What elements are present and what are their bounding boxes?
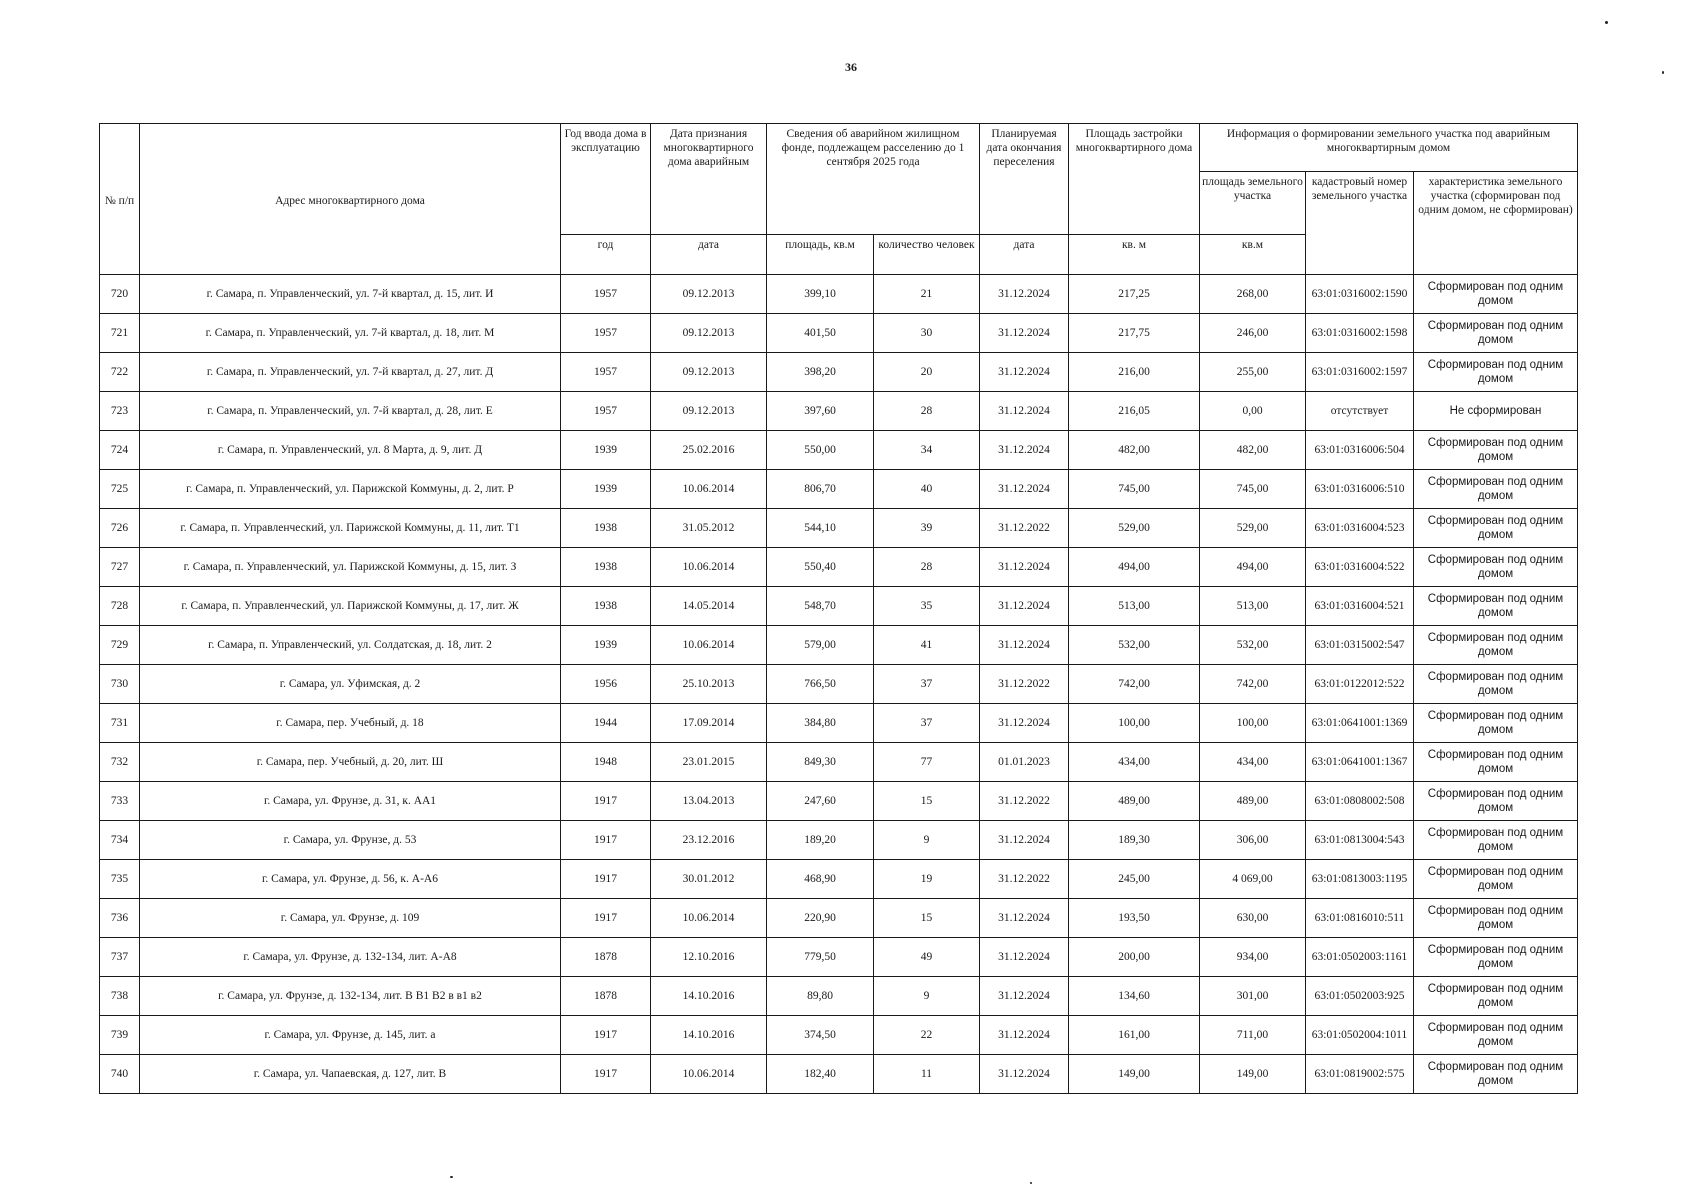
row-recognition-date: 30.01.2012 <box>651 860 767 899</box>
row-land-char: Сформирован под одним домом <box>1414 314 1578 353</box>
scan-speck <box>1605 21 1608 24</box>
header-address: Адрес многоквартирного дома <box>140 124 561 275</box>
row-recognition-date: 31.05.2012 <box>651 509 767 548</box>
row-land-area: 268,00 <box>1200 275 1306 314</box>
row-cadastral: 63:01:0316002:1597 <box>1306 353 1414 392</box>
row-address: г. Самара, пер. Учебный, д. 20, лит. Ш <box>140 743 561 782</box>
row-recognition-date: 09.12.2013 <box>651 275 767 314</box>
row-land-area: 482,00 <box>1200 431 1306 470</box>
row-address: г. Самара, п. Управленческий, ул. 7-й квартал, д. 15, лит. И <box>140 275 561 314</box>
table-row <box>100 392 1578 431</box>
row-people: 20 <box>874 353 980 392</box>
row-recognition-date: 09.12.2013 <box>651 353 767 392</box>
row-number: 723 <box>100 392 140 431</box>
row-address: г. Самара, ул. Фрунзе, д. 109 <box>140 899 561 938</box>
row-year: 1956 <box>561 665 651 704</box>
table-row <box>100 899 1578 938</box>
row-address: г. Самара, п. Управленческий, ул. Парижской Коммуны, д. 15, лит. З <box>140 548 561 587</box>
header-land-char: характеристика земельного участка (сформирован под одним домом, не сформирован) <box>1414 172 1578 275</box>
table-row <box>100 353 1578 392</box>
row-year: 1957 <box>561 353 651 392</box>
table-row <box>100 704 1578 743</box>
row-built-area: 134,60 <box>1069 977 1200 1016</box>
row-area: 374,50 <box>767 1016 874 1055</box>
row-people: 35 <box>874 587 980 626</box>
row-planned-date: 31.12.2024 <box>980 821 1069 860</box>
table-row <box>100 275 1578 314</box>
row-year: 1878 <box>561 977 651 1016</box>
row-cadastral: 63:01:0816010:511 <box>1306 899 1414 938</box>
row-land-char: Сформирован под одним домом <box>1414 509 1578 548</box>
table-row <box>100 431 1578 470</box>
row-cadastral: 63:01:0502003:1161 <box>1306 938 1414 977</box>
row-built-area: 161,00 <box>1069 1016 1200 1055</box>
row-area: 806,70 <box>767 470 874 509</box>
row-recognition-date: 25.02.2016 <box>651 431 767 470</box>
row-land-area: 255,00 <box>1200 353 1306 392</box>
row-people: 9 <box>874 977 980 1016</box>
row-land-area: 742,00 <box>1200 665 1306 704</box>
row-people: 11 <box>874 1055 980 1094</box>
row-area: 779,50 <box>767 938 874 977</box>
row-people: 39 <box>874 509 980 548</box>
row-land-char: Сформирован под одним домом <box>1414 743 1578 782</box>
row-area: 89,80 <box>767 977 874 1016</box>
row-recognition-date: 14.10.2016 <box>651 977 767 1016</box>
row-number: 724 <box>100 431 140 470</box>
row-number: 727 <box>100 548 140 587</box>
row-number: 732 <box>100 743 140 782</box>
row-area: 189,20 <box>767 821 874 860</box>
row-cadastral: 63:01:0316006:504 <box>1306 431 1414 470</box>
table-row <box>100 938 1578 977</box>
row-cadastral: 63:01:0316004:523 <box>1306 509 1414 548</box>
row-land-area: 711,00 <box>1200 1016 1306 1055</box>
row-area: 550,00 <box>767 431 874 470</box>
header-built-area: Площадь застройки многоквартирного дома <box>1069 124 1200 235</box>
row-land-char: Сформирован под одним домом <box>1414 1016 1578 1055</box>
row-planned-date: 31.12.2022 <box>980 782 1069 821</box>
row-people: 37 <box>874 665 980 704</box>
row-cadastral: 63:01:0813003:1195 <box>1306 860 1414 899</box>
row-recognition-date: 10.06.2014 <box>651 470 767 509</box>
row-area: 544,10 <box>767 509 874 548</box>
row-land-area: 630,00 <box>1200 899 1306 938</box>
row-number: 726 <box>100 509 140 548</box>
row-land-char: Сформирован под одним домом <box>1414 665 1578 704</box>
row-recognition-date: 23.12.2016 <box>651 821 767 860</box>
unit-year: год <box>561 235 651 275</box>
row-address: г. Самара, ул. Фрунзе, д. 56, к. А-А6 <box>140 860 561 899</box>
row-land-char: Сформирован под одним домом <box>1414 938 1578 977</box>
row-built-area: 532,00 <box>1069 626 1200 665</box>
row-area: 397,60 <box>767 392 874 431</box>
row-address: г. Самара, п. Управленческий, ул. 7-й квартал, д. 18, лит. М <box>140 314 561 353</box>
row-built-area: 149,00 <box>1069 1055 1200 1094</box>
row-land-char: Сформирован под одним домом <box>1414 353 1578 392</box>
row-recognition-date: 09.12.2013 <box>651 392 767 431</box>
row-year: 1957 <box>561 314 651 353</box>
emergency-housing-table <box>99 123 1578 1094</box>
table-row <box>100 314 1578 353</box>
row-year: 1917 <box>561 1016 651 1055</box>
row-land-char: Сформирован под одним домом <box>1414 431 1578 470</box>
row-cadastral: отсутствует <box>1306 392 1414 431</box>
row-cadastral: 63:01:0122012:522 <box>1306 665 1414 704</box>
row-planned-date: 31.12.2024 <box>980 470 1069 509</box>
row-planned-date: 31.12.2024 <box>980 275 1069 314</box>
row-built-area: 482,00 <box>1069 431 1200 470</box>
header-cadastral: кадастровый номер земельного участка <box>1306 172 1414 275</box>
header-planned-date: Планируемая дата окончания переселения <box>980 124 1069 235</box>
row-year: 1917 <box>561 899 651 938</box>
row-number: 721 <box>100 314 140 353</box>
row-people: 15 <box>874 899 980 938</box>
row-land-char: Сформирован под одним домом <box>1414 470 1578 509</box>
row-address: г. Самара, п. Управленческий, ул. 8 Марта, д. 9, лит. Д <box>140 431 561 470</box>
row-address: г. Самара, ул. Чапаевская, д. 127, лит. В <box>140 1055 561 1094</box>
row-address: г. Самара, п. Управленческий, ул. Парижской Коммуны, д. 11, лит. Т1 <box>140 509 561 548</box>
table-body <box>100 275 1578 1094</box>
row-recognition-date: 14.05.2014 <box>651 587 767 626</box>
row-cadastral: 63:01:0316002:1590 <box>1306 275 1414 314</box>
table-row <box>100 782 1578 821</box>
row-area: 399,10 <box>767 275 874 314</box>
row-people: 30 <box>874 314 980 353</box>
row-land-char: Сформирован под одним домом <box>1414 821 1578 860</box>
row-number: 739 <box>100 1016 140 1055</box>
row-year: 1938 <box>561 509 651 548</box>
row-number: 736 <box>100 899 140 938</box>
table-row <box>100 470 1578 509</box>
row-built-area: 494,00 <box>1069 548 1200 587</box>
row-recognition-date: 10.06.2014 <box>651 899 767 938</box>
row-number: 733 <box>100 782 140 821</box>
row-cadastral: 63:01:0641001:1367 <box>1306 743 1414 782</box>
row-people: 34 <box>874 431 980 470</box>
row-cadastral: 63:01:0813004:543 <box>1306 821 1414 860</box>
row-land-char: Сформирован под одним домом <box>1414 626 1578 665</box>
unit-people: количество человек <box>874 235 980 275</box>
row-number: 734 <box>100 821 140 860</box>
row-land-area: 934,00 <box>1200 938 1306 977</box>
row-land-char: Сформирован под одним домом <box>1414 977 1578 1016</box>
row-land-char: Сформирован под одним домом <box>1414 275 1578 314</box>
header-land-area: площадь земельного участка <box>1200 172 1306 235</box>
unit-date: дата <box>651 235 767 275</box>
row-cadastral: 63:01:0808002:508 <box>1306 782 1414 821</box>
row-built-area: 434,00 <box>1069 743 1200 782</box>
page-number: 36 <box>845 60 857 74</box>
row-cadastral: 63:01:0641001:1369 <box>1306 704 1414 743</box>
row-planned-date: 31.12.2024 <box>980 431 1069 470</box>
row-built-area: 216,00 <box>1069 353 1200 392</box>
row-area: 579,00 <box>767 626 874 665</box>
row-cadastral: 63:01:0316004:521 <box>1306 587 1414 626</box>
row-land-char: Сформирован под одним домом <box>1414 587 1578 626</box>
row-planned-date: 01.01.2023 <box>980 743 1069 782</box>
row-planned-date: 31.12.2024 <box>980 314 1069 353</box>
row-planned-date: 31.12.2022 <box>980 665 1069 704</box>
table-row <box>100 1055 1578 1094</box>
row-built-area: 193,50 <box>1069 899 1200 938</box>
row-built-area: 216,05 <box>1069 392 1200 431</box>
row-area: 849,30 <box>767 743 874 782</box>
row-area: 398,20 <box>767 353 874 392</box>
row-built-area: 217,25 <box>1069 275 1200 314</box>
row-year: 1939 <box>561 470 651 509</box>
row-people: 9 <box>874 821 980 860</box>
row-people: 77 <box>874 743 980 782</box>
row-people: 40 <box>874 470 980 509</box>
row-number: 730 <box>100 665 140 704</box>
row-land-char: Сформирован под одним домом <box>1414 1055 1578 1094</box>
row-land-char: Сформирован под одним домом <box>1414 704 1578 743</box>
row-recognition-date: 12.10.2016 <box>651 938 767 977</box>
row-people: 49 <box>874 938 980 977</box>
row-land-area: 246,00 <box>1200 314 1306 353</box>
scan-speck <box>1030 1182 1032 1184</box>
row-address: г. Самара, ул. Фрунзе, д. 132-134, лит. А-А8 <box>140 938 561 977</box>
row-area: 550,40 <box>767 548 874 587</box>
row-year: 1938 <box>561 548 651 587</box>
row-number: 738 <box>100 977 140 1016</box>
row-address: г. Самара, пер. Учебный, д. 18 <box>140 704 561 743</box>
row-planned-date: 31.12.2024 <box>980 548 1069 587</box>
row-land-area: 0,00 <box>1200 392 1306 431</box>
row-people: 28 <box>874 392 980 431</box>
row-built-area: 217,75 <box>1069 314 1200 353</box>
row-built-area: 189,30 <box>1069 821 1200 860</box>
row-address: г. Самара, п. Управленческий, ул. 7-й квартал, д. 27, лит. Д <box>140 353 561 392</box>
row-built-area: 200,00 <box>1069 938 1200 977</box>
row-address: г. Самара, п. Управленческий, ул. 7-й квартал, д. 28, лит. Е <box>140 392 561 431</box>
row-land-char: Сформирован под одним домом <box>1414 899 1578 938</box>
unit-planned: дата <box>980 235 1069 275</box>
row-land-area: 100,00 <box>1200 704 1306 743</box>
row-people: 15 <box>874 782 980 821</box>
row-year: 1957 <box>561 275 651 314</box>
table-row <box>100 821 1578 860</box>
row-built-area: 529,00 <box>1069 509 1200 548</box>
row-built-area: 245,00 <box>1069 860 1200 899</box>
row-year: 1948 <box>561 743 651 782</box>
row-people: 21 <box>874 275 980 314</box>
row-recognition-date: 17.09.2014 <box>651 704 767 743</box>
row-year: 1878 <box>561 938 651 977</box>
row-address: г. Самара, п. Управленческий, ул. Парижской Коммуны, д. 17, лит. Ж <box>140 587 561 626</box>
header-num: № п/п <box>100 124 140 275</box>
row-built-area: 742,00 <box>1069 665 1200 704</box>
table-row <box>100 665 1578 704</box>
table-row <box>100 860 1578 899</box>
header-land-info: Информация о формировании земельного участка под аварийным многоквартирным домом <box>1200 124 1578 172</box>
row-cadastral: 63:01:0316006:510 <box>1306 470 1414 509</box>
row-recognition-date: 23.01.2015 <box>651 743 767 782</box>
row-area: 220,90 <box>767 899 874 938</box>
row-year: 1917 <box>561 821 651 860</box>
row-cadastral: 63:01:0316004:522 <box>1306 548 1414 587</box>
table-row <box>100 548 1578 587</box>
row-recognition-date: 10.06.2014 <box>651 626 767 665</box>
row-area: 548,70 <box>767 587 874 626</box>
row-year: 1944 <box>561 704 651 743</box>
row-recognition-date: 14.10.2016 <box>651 1016 767 1055</box>
row-area: 247,60 <box>767 782 874 821</box>
table-header <box>100 124 1578 275</box>
row-people: 37 <box>874 704 980 743</box>
unit-built: кв. м <box>1069 235 1200 275</box>
table-row <box>100 743 1578 782</box>
row-address: г. Самара, ул. Фрунзе, д. 31, к. АА1 <box>140 782 561 821</box>
row-address: г. Самара, ул. Фрунзе, д. 53 <box>140 821 561 860</box>
row-built-area: 513,00 <box>1069 587 1200 626</box>
row-year: 1917 <box>561 782 651 821</box>
row-number: 728 <box>100 587 140 626</box>
header-emergency-fund: Сведения об аварийном жилищном фонде, подлежащем расселению до 1 сентября 2025 года <box>767 124 980 235</box>
unit-area: площадь, кв.м <box>767 235 874 275</box>
row-year: 1939 <box>561 626 651 665</box>
row-area: 468,90 <box>767 860 874 899</box>
row-people: 41 <box>874 626 980 665</box>
row-land-area: 513,00 <box>1200 587 1306 626</box>
row-number: 740 <box>100 1055 140 1094</box>
row-planned-date: 31.12.2024 <box>980 1016 1069 1055</box>
row-area: 384,80 <box>767 704 874 743</box>
row-land-char: Сформирован под одним домом <box>1414 782 1578 821</box>
row-address: г. Самара, п. Управленческий, ул. Солдатская, д. 18, лит. 2 <box>140 626 561 665</box>
table-row <box>100 626 1578 665</box>
row-planned-date: 31.12.2024 <box>980 587 1069 626</box>
table-row <box>100 1016 1578 1055</box>
row-recognition-date: 09.12.2013 <box>651 314 767 353</box>
table-row <box>100 509 1578 548</box>
row-number: 737 <box>100 938 140 977</box>
row-planned-date: 31.12.2022 <box>980 509 1069 548</box>
row-planned-date: 31.12.2024 <box>980 392 1069 431</box>
row-number: 725 <box>100 470 140 509</box>
row-planned-date: 31.12.2024 <box>980 704 1069 743</box>
row-planned-date: 31.12.2024 <box>980 1055 1069 1094</box>
scan-speck <box>450 1176 453 1178</box>
row-recognition-date: 25.10.2013 <box>651 665 767 704</box>
row-land-char: Сформирован под одним домом <box>1414 860 1578 899</box>
table-row <box>100 977 1578 1016</box>
row-land-char: Сформирован под одним домом <box>1414 548 1578 587</box>
row-year: 1939 <box>561 431 651 470</box>
row-recognition-date: 13.04.2013 <box>651 782 767 821</box>
row-land-area: 434,00 <box>1200 743 1306 782</box>
row-area: 182,40 <box>767 1055 874 1094</box>
row-address: г. Самара, п. Управленческий, ул. Парижской Коммуны, д. 2, лит. Р <box>140 470 561 509</box>
row-year: 1938 <box>561 587 651 626</box>
row-land-area: 745,00 <box>1200 470 1306 509</box>
row-built-area: 489,00 <box>1069 782 1200 821</box>
scan-speck <box>1662 71 1664 74</box>
row-land-area: 529,00 <box>1200 509 1306 548</box>
row-number: 729 <box>100 626 140 665</box>
table-row <box>100 587 1578 626</box>
row-planned-date: 31.12.2022 <box>980 860 1069 899</box>
row-area: 401,50 <box>767 314 874 353</box>
row-planned-date: 31.12.2024 <box>980 938 1069 977</box>
row-recognition-date: 10.06.2014 <box>651 1055 767 1094</box>
row-cadastral: 63:01:0315002:547 <box>1306 626 1414 665</box>
row-planned-date: 31.12.2024 <box>980 353 1069 392</box>
row-planned-date: 31.12.2024 <box>980 977 1069 1016</box>
row-address: г. Самара, ул. Фрунзе, д. 145, лит. а <box>140 1016 561 1055</box>
row-number: 722 <box>100 353 140 392</box>
row-land-area: 532,00 <box>1200 626 1306 665</box>
row-area: 766,50 <box>767 665 874 704</box>
row-cadastral: 63:01:0502004:1011 <box>1306 1016 1414 1055</box>
header-year: Год ввода дома в эксплуатацию <box>561 124 651 235</box>
row-built-area: 100,00 <box>1069 704 1200 743</box>
row-planned-date: 31.12.2024 <box>980 626 1069 665</box>
row-address: г. Самара, ул. Фрунзе, д. 132-134, лит. В В1 В2 в в1 в2 <box>140 977 561 1016</box>
row-land-area: 489,00 <box>1200 782 1306 821</box>
row-built-area: 745,00 <box>1069 470 1200 509</box>
row-people: 28 <box>874 548 980 587</box>
row-land-area: 301,00 <box>1200 977 1306 1016</box>
row-number: 731 <box>100 704 140 743</box>
row-land-area: 494,00 <box>1200 548 1306 587</box>
row-land-area: 149,00 <box>1200 1055 1306 1094</box>
row-cadastral: 63:01:0819002:575 <box>1306 1055 1414 1094</box>
row-year: 1957 <box>561 392 651 431</box>
unit-land: кв.м <box>1200 235 1306 275</box>
row-land-char: Не сформирован <box>1414 392 1578 431</box>
row-number: 720 <box>100 275 140 314</box>
row-land-area: 306,00 <box>1200 821 1306 860</box>
row-recognition-date: 10.06.2014 <box>651 548 767 587</box>
row-cadastral: 63:01:0502003:925 <box>1306 977 1414 1016</box>
row-planned-date: 31.12.2024 <box>980 899 1069 938</box>
row-people: 19 <box>874 860 980 899</box>
row-cadastral: 63:01:0316002:1598 <box>1306 314 1414 353</box>
header-recognition-date: Дата признания многоквартирного дома аварийным <box>651 124 767 235</box>
row-number: 735 <box>100 860 140 899</box>
row-year: 1917 <box>561 1055 651 1094</box>
row-year: 1917 <box>561 860 651 899</box>
row-people: 22 <box>874 1016 980 1055</box>
row-address: г. Самара, ул. Уфимская, д. 2 <box>140 665 561 704</box>
row-land-area: 4 069,00 <box>1200 860 1306 899</box>
